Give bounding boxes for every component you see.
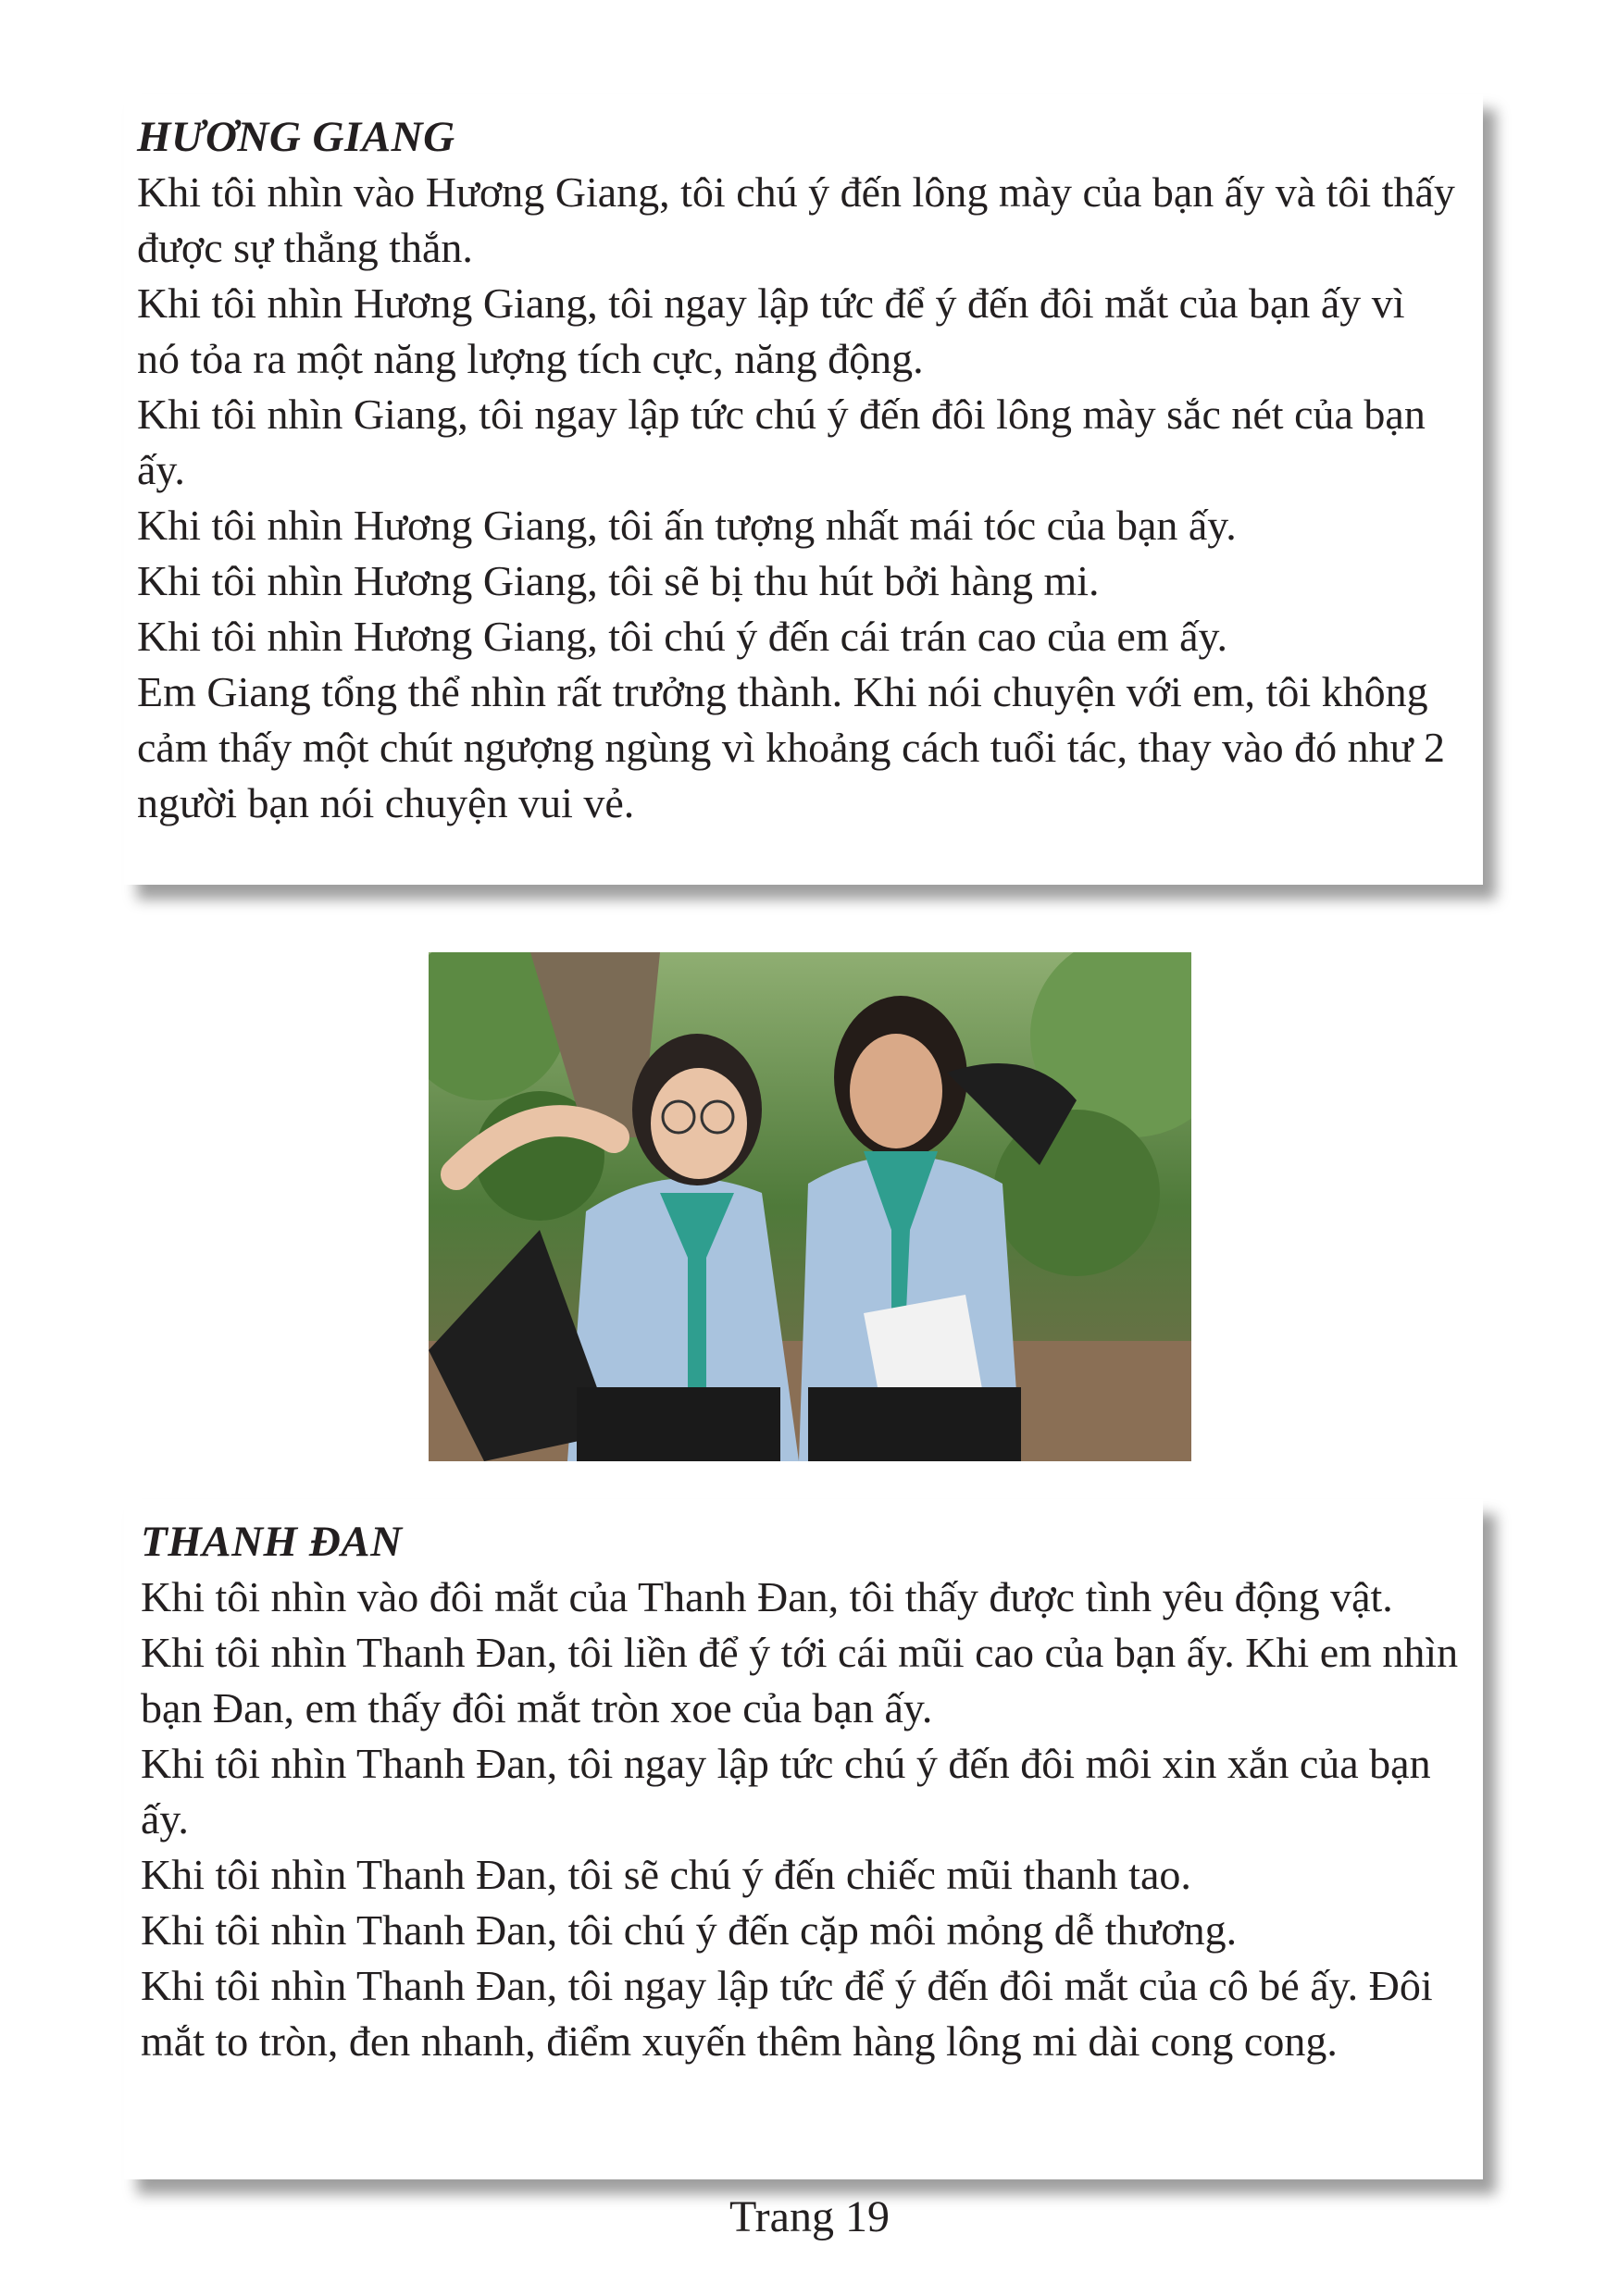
section-card-huong-giang [124, 94, 1483, 885]
page-number: Trang 19 [729, 2192, 890, 2241]
section-body [141, 1570, 1483, 2069]
section-title: THANH ĐAN [141, 1518, 403, 1566]
paragraph: Khi tôi nhìn vào Hương Giang, tôi chú ý đến lông mày của bạn ấy và tôi thấy được sự thẳng thắn. [137, 168, 1455, 271]
section-card-thanh-dan [124, 1499, 1483, 2179]
paragraph: Khi tôi nhìn Hương Giang, tôi ấn tượng nhất mái tóc của bạn ấy. [137, 502, 1237, 549]
paragraph: Khi tôi nhìn Hương Giang, tôi ngay lập tức để ý đến đôi mắt của bạn ấy vì nó tỏa ra một năng lượng tích cực, năng động. [137, 279, 1405, 382]
paragraph: Em Giang tổng thể nhìn rất trưởng thành. Khi nói chuyện với em, tôi không cảm thấy một chút ngượng ngùng vì khoảng cách tuổi tác, thay vào đó như 2 người bạn nói chuyện vui vẻ. [137, 668, 1445, 826]
paragraph: Khi tôi nhìn Thanh Đan, tôi ngay lập tức để ý đến đôi mắt của cô bé ấy. Đôi mắt to tròn, đen nhanh, điểm xuyến thêm hàng lông mi dài cong cong. [141, 1962, 1433, 2065]
section-body [137, 165, 1483, 831]
paragraph: Khi tôi nhìn Thanh Đan, tôi sẽ chú ý đến chiếc mũi thanh tao. [141, 1851, 1191, 1898]
photo-two-scout-girls [429, 952, 1191, 1461]
section-title: HƯƠNG GIANG [137, 113, 455, 161]
paragraph: Khi tôi nhìn Hương Giang, tôi chú ý đến cái trán cao của em ấy. [137, 613, 1228, 660]
paragraph: Khi tôi nhìn Hương Giang, tôi sẽ bị thu hút bởi hàng mi. [137, 557, 1100, 604]
paragraph: Khi tôi nhìn Thanh Đan, tôi liền để ý tới cái mũi cao của bạn ấy. Khi em nhìn bạn Đan, em thấy đôi mắt tròn xoe của bạn ấy. [141, 1629, 1459, 1731]
paragraph: Khi tôi nhìn Giang, tôi ngay lập tức chú ý đến đôi lông mày sắc nét của bạn ấy. [137, 391, 1426, 493]
paragraph: Khi tôi nhìn vào đôi mắt của Thanh Đan, tôi thấy được tình yêu động vật. [141, 1573, 1393, 1620]
paragraph: Khi tôi nhìn Thanh Đan, tôi ngay lập tức chú ý đến đôi môi xin xắn của bạn ấy. [141, 1740, 1431, 1843]
paragraph: Khi tôi nhìn Thanh Đan, tôi chú ý đến cặp môi mỏng dễ thương. [141, 1906, 1238, 1954]
